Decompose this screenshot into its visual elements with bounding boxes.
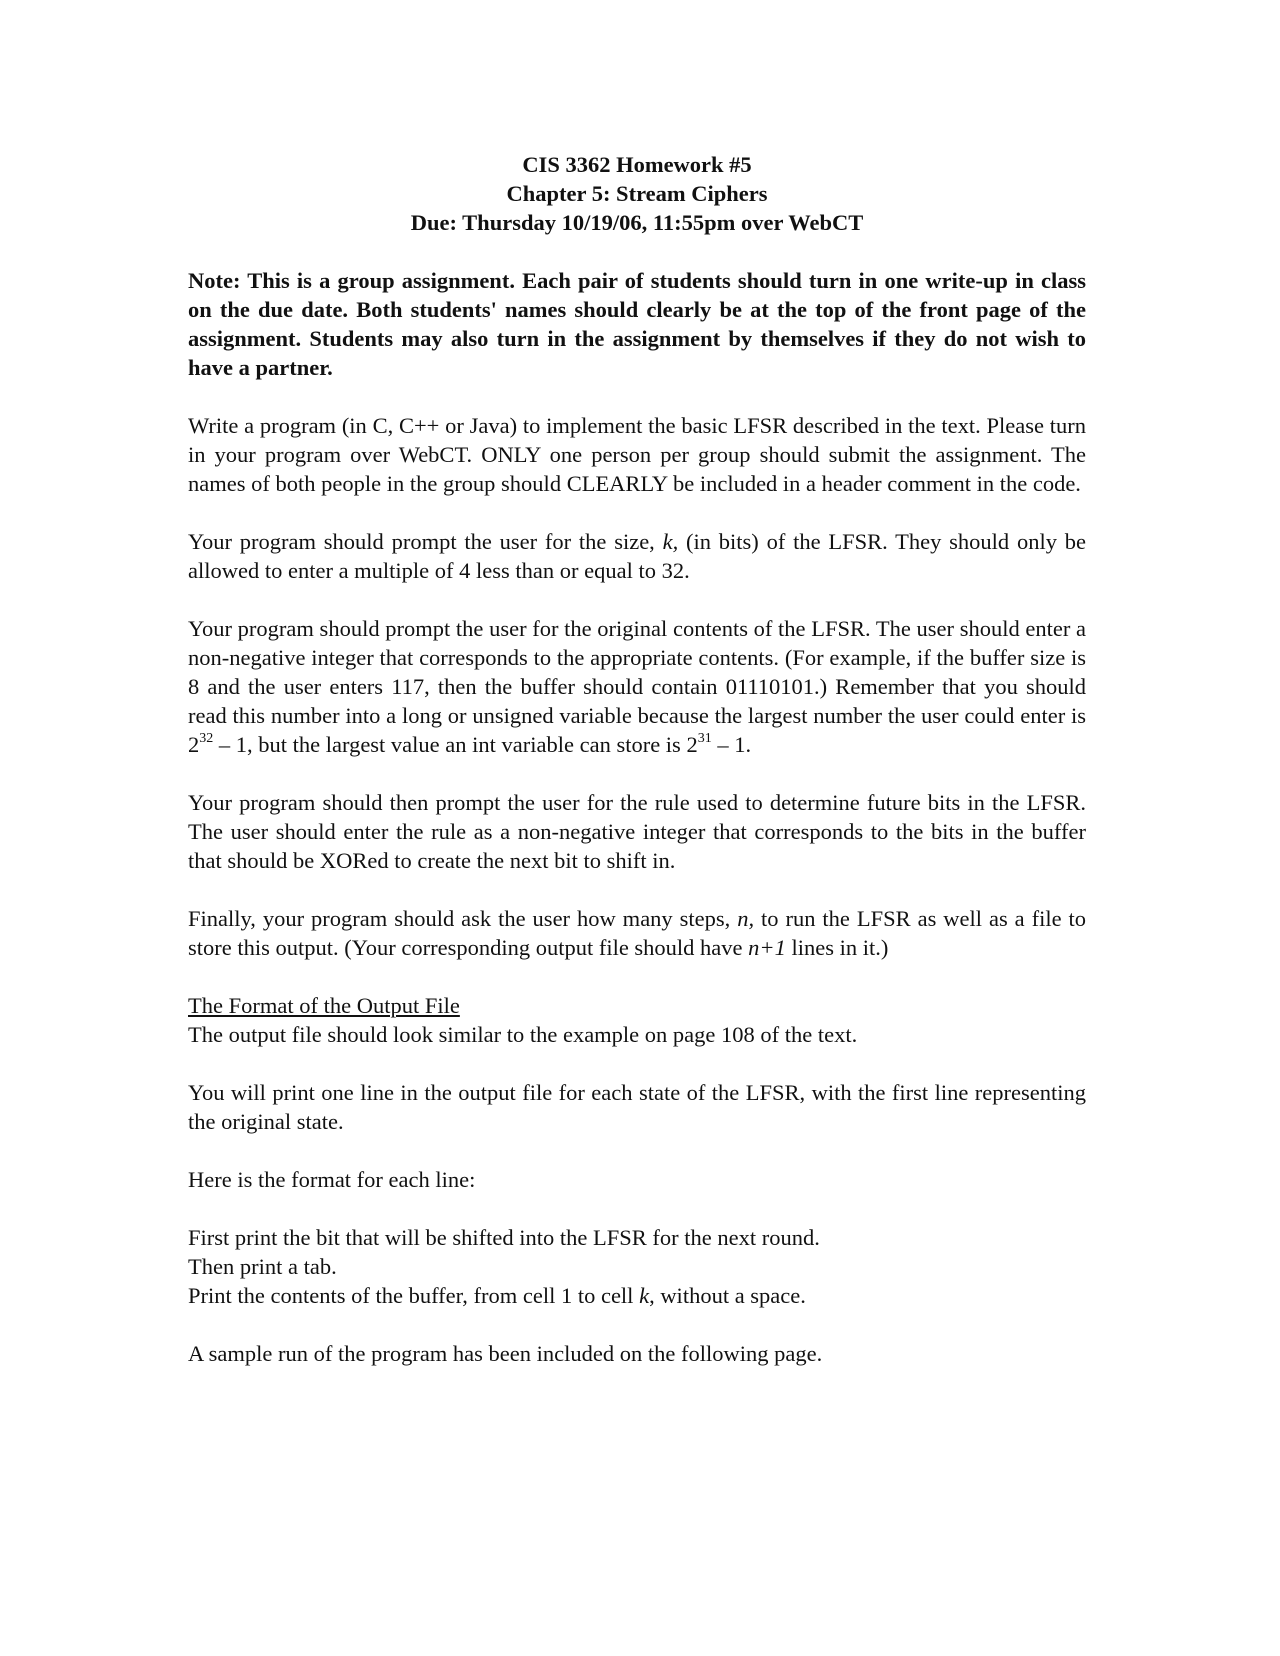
course-title: CIS 3362 Homework #5 — [522, 152, 752, 177]
text-segment: Print the contents of the buffer, from cell 1 to cell — [188, 1283, 640, 1308]
variable-n-plus-1: n+1 — [748, 935, 786, 960]
paragraph-sample-run: A sample run of the program has been included on the following page. — [188, 1341, 823, 1366]
chapter-title: Chapter 5: Stream Ciphers — [506, 181, 768, 206]
document-page — [188, 150, 1086, 1368]
variable-k: k — [639, 1283, 650, 1308]
paragraph-rule-prompt: Your program should then prompt the user for the rule used to determine future bits in the LFSR. The user should enter the rule as a non-negative integer that corresponds to the bits in the buffer that should be XORed to create the next bit to shift in. — [188, 790, 1086, 873]
format-step-2: Then print a tab. — [188, 1254, 337, 1279]
format-steps — [188, 1223, 1086, 1310]
text-segment: lines in it.) — [785, 935, 889, 960]
text-segment: , without a space. — [649, 1283, 806, 1308]
format-step-3 — [188, 1281, 1086, 1310]
paragraph-output-lines: You will print one line in the output file for each state of the LFSR, with the first line representing the original state. — [188, 1080, 1086, 1134]
text-segment: to run the LFSR as well as a file to store this output. (Your corresponding output file should have — [188, 906, 1087, 960]
section-title: The Format of the Output File — [188, 993, 460, 1018]
paragraph-format-intro: Here is the format for each line: — [188, 1167, 476, 1192]
group-assignment-note: Note: This is a group assignment. Each pair of students should turn in one write-up in class on the due date. Both students' names should clearly be at the top of the front page of the assignment. Students may also turn in the assignment by themselves if they do not wish to have a partner. — [188, 268, 1086, 380]
paragraph-steps-prompt — [188, 904, 1086, 962]
variable-n: n, — [737, 906, 755, 931]
paragraph-size-prompt — [188, 527, 1086, 585]
paragraph-contents-prompt — [188, 614, 1086, 759]
text-segment: (in bits) of the LFSR. They should only be allowed to enter a multiple of 4 less than or equal to 32. — [188, 529, 1086, 583]
due-date: Due: Thursday 10/19/06, 11:55pm over WebCT — [410, 210, 864, 235]
document-heading — [188, 150, 1086, 237]
section-text: The output file should look similar to the example on page 108 of the text. — [188, 1022, 858, 1047]
output-format-section — [188, 991, 1086, 1049]
text-segment: – 1. — [711, 732, 752, 757]
variable-k: k, — [662, 529, 679, 554]
text-segment: – 1, but the largest value an int variable can store is 2 — [213, 732, 698, 757]
exponent-32: 32 — [199, 730, 214, 746]
text-segment: Finally, your program should ask the user how many steps, — [188, 906, 738, 931]
paragraph-program-description: Write a program (in C, C++ or Java) to implement the basic LFSR described in the text. Please turn in your program over WebCT. ONLY one person per group should submit the assignment. The names of both people in the group should CLEARLY be included in a header comment in the code. — [188, 413, 1086, 496]
format-step-1: First print the bit that will be shifted into the LFSR for the next round. — [188, 1225, 820, 1250]
exponent-31: 31 — [697, 730, 712, 746]
text-segment: Your program should prompt the user for the size, — [188, 529, 663, 554]
text-segment: Your program should prompt the user for the original contents of the LFSR. The user should enter a non-negative integer that corresponds to the appropriate contents. (For example, if the buffer size is 8 and the user enters 117, then the buffer should contain 01110101.) Remember that you should read this number into a long or unsigned variable because the largest number the user could enter is 2 — [188, 616, 1086, 757]
